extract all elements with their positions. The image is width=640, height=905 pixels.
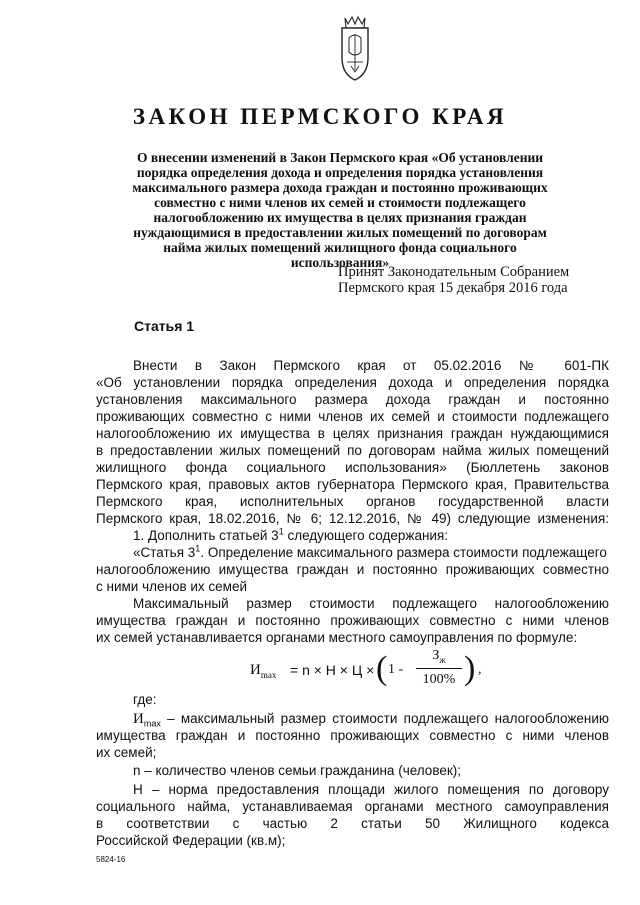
paragraph-line: имущества граждан и постоянно проживающих совместно с ними членов: [96, 613, 609, 628]
definition-imax: $И_{max}$ – максимальный размер стоимости подлежащего налогообложению: [133, 711, 609, 729]
definition-line: в соответствии с частью 2 статьи 50 Жилищного кодекса: [96, 816, 609, 831]
formula-lhs: $И_{max}$: [250, 662, 277, 680]
adoption-line: Пермского края 15 декабря 2016 года: [338, 280, 568, 296]
body-line: Пермского края, 18.02.2016, № 6; 12.12.2016, № 49) следующие изменения:: [96, 511, 609, 526]
where-label: где:: [133, 692, 157, 707]
amendment-item-1: 1. Дополнить статьей $3^1$ следующего содержания:: [133, 526, 449, 543]
law-title: ЗАКОН ПЕРМСКОГО КРАЯ: [132, 104, 508, 129]
formula-one-minus: 1 -: [388, 662, 404, 677]
body-line: в предоставлении жилых помещений по договорам найма жилых помещений: [96, 443, 609, 458]
body-line: Пермского края, исполнительных органов государственной власти: [96, 494, 609, 509]
quoted-article-title: «Статья $3^1$. Определение максимального размера стоимости подлежащего: [133, 543, 607, 560]
body-line: установления максимального размера дохода граждан и постоянно: [96, 392, 609, 407]
article-heading: Статья 1: [134, 318, 195, 334]
formula-paren-close: ): [464, 650, 476, 687]
definition-line: имущества граждан и постоянно проживающих совместно с ними членов: [96, 728, 609, 743]
quoted-article-line: с ними членов их семей: [96, 579, 248, 594]
subject-line: максимального размера дохода граждан и постоянно проживающих: [132, 180, 548, 195]
definition-n: n – количество членов семьи гражданина (человек);: [133, 763, 462, 778]
formula-comma: ,: [478, 662, 482, 677]
body-line: налогообложению их имущества в целях признания граждан нуждающимися: [96, 426, 609, 441]
formula-expression: = n × Н × Ц ×: [290, 662, 375, 678]
document-code: 5824-16: [96, 855, 126, 864]
body-line: Пермского края, правовых актов губернатора Пермского края, Правительства: [96, 477, 609, 492]
body-line: «Об установлении порядка определения дохода и определения порядка: [96, 375, 609, 390]
formula-paren-open: (: [376, 650, 388, 687]
definition-line: Российской Федерации (кв.м);: [96, 833, 286, 848]
formula-denominator: 100%: [422, 672, 456, 687]
subject-line: совместно с ними членов их семей и стоимости подлежащего: [154, 195, 526, 210]
law-subject: [120, 150, 560, 270]
perm-krai-coat-of-arms-icon: [334, 14, 376, 82]
subject-line: найма жилых помещений жилищного фонда социального использования»: [163, 240, 517, 270]
body-line: жилищного фонда социального использования» (Бюллетень законов: [96, 460, 609, 475]
formula-fraction-bar: [416, 668, 462, 669]
formula: [250, 646, 550, 696]
quoted-article-line: налогообложению имущества граждан и постоянно проживающих совместно: [96, 562, 609, 577]
paragraph-line: Максимальный размер стоимости подлежащего налогообложению: [133, 596, 609, 611]
formula-numerator: $З_ж$: [432, 648, 446, 665]
adoption-line: Принят Законодательным Собранием: [338, 264, 570, 280]
body-line: Внести в Закон Пермского края от 05.02.2016 № 601-ПК: [133, 358, 609, 373]
subject-line: нуждающимися в предоставлении жилых помещений по договорам: [133, 225, 547, 240]
subject-line: налогообложению их имущества в целях признания граждан: [153, 210, 527, 225]
definition-line: их семей;: [96, 745, 157, 760]
adoption-note: [338, 264, 618, 296]
body-line: проживающих совместно с ними членов их семей и стоимости подлежащего: [96, 409, 609, 424]
definition-line: социального найма, устанавливаемая органами местного самоуправления: [96, 799, 609, 814]
definition-h: Н – норма предоставления площади жилого помещения по договору: [133, 782, 609, 797]
paragraph-line: их семей устанавливается органами местного самоуправления по формуле:: [96, 630, 578, 645]
subject-line: порядка определения дохода и определения порядка установления: [136, 165, 544, 180]
subject-line: О внесении изменений в Закон Пермского края «Об установлении: [136, 150, 544, 165]
